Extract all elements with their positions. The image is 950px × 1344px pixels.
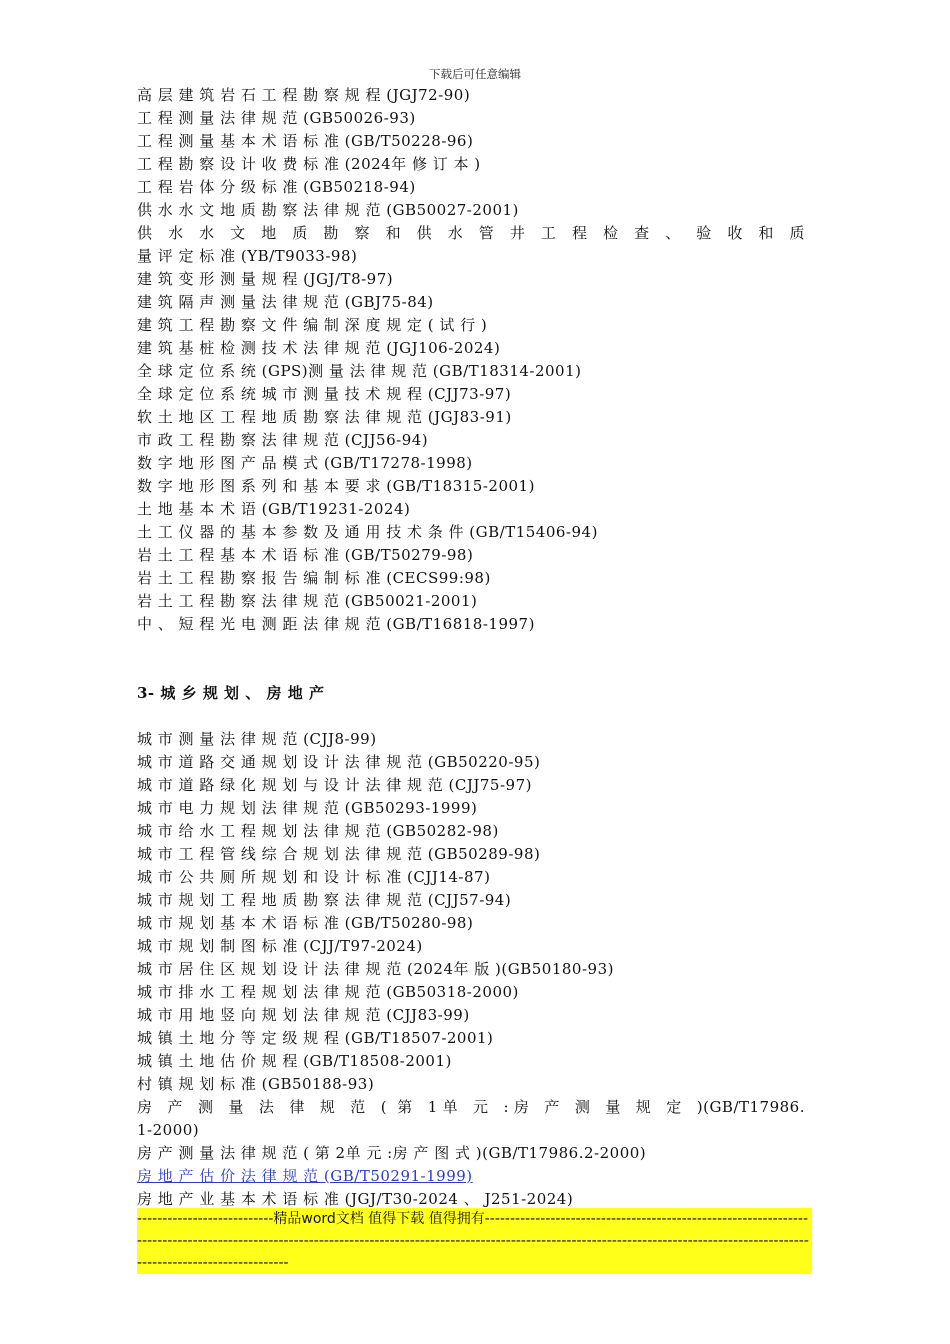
list-item: 城 镇 土 地 分 等 定 级 规 程 (GB/T18507-2001) xyxy=(137,1029,494,1047)
list-item: 建 筑 工 程 勘 察 文 件 编 制 深 度 规 定 ( 试 行 ) xyxy=(137,316,488,334)
list-item: 土 工 仪 器 的 基 本 参 数 及 通 用 技 术 条 件 (GB/T15406-94) xyxy=(137,523,598,541)
list-item-link[interactable] xyxy=(137,1165,805,1188)
list-item: 建 筑 基 桩 检 测 技 术 法 律 规 范 (JGJ106-2024) xyxy=(137,339,501,357)
list-item: 城 市 规 划 制 图 标 准 (CJJ/T97-2024) xyxy=(137,937,423,955)
list-item: 城 市 道 路 交 通 规 划 设 计 法 律 规 范 (GB50220-95) xyxy=(137,753,541,771)
list-item: 工 程 岩 体 分 级 标 准 (GB50218-94) xyxy=(137,178,416,196)
list-item: 城 市 工 程 管 线 综 合 规 划 法 律 规 范 (GB50289-98) xyxy=(137,845,541,863)
list-item: 村 镇 规 划 标 准 (GB50188-93) xyxy=(137,1075,375,1093)
standard-link[interactable]: 房 地 产 估 价 法 律 规 范 (GB/T50291-1999) xyxy=(137,1167,473,1185)
section-spacer xyxy=(137,705,805,728)
list-item: 城 市 居 住 区 规 划 设 计 法 律 规 范 (2024年 版 )(GB50180-93) xyxy=(137,960,614,978)
list-item: 岩 土 工 程 基 本 术 语 标 准 (GB/T50279-98) xyxy=(137,546,474,564)
list-item: 城 市 规 划 基 本 术 语 标 准 (GB/T50280-98) xyxy=(137,914,474,932)
list-item: 全 球 定 位 系 统 城 市 测 量 技 术 规 程 (CJJ73-97) xyxy=(137,385,512,403)
list-item: 城 市 用 地 竖 向 规 划 法 律 规 范 (CJJ83-99) xyxy=(137,1006,470,1024)
list-item: 数 字 地 形 图 系 列 和 基 本 要 求 (GB/T18315-2001) xyxy=(137,477,535,495)
list-item: 软 土 地 区 工 程 地 质 勘 察 法 律 规 范 (JGJ83-91) xyxy=(137,408,512,426)
list-item: 城 市 给 水 工 程 规 划 法 律 规 范 (GB50282-98) xyxy=(137,822,499,840)
list-item: 全 球 定 位 系 统 (GPS)测 量 法 律 规 范 (GB/T18314-2001) xyxy=(137,362,582,380)
section-heading: 3- 城 乡 规 划 、 房 地 产 xyxy=(137,684,325,702)
list-item: 土 地 基 本 术 语 (GB/T19231-2024) xyxy=(137,500,411,518)
list-item: 数 字 地 形 图 产 品 模 式 (GB/T17278-1998) xyxy=(137,454,473,472)
list-item: 建 筑 隔 声 测 量 法 律 规 范 (GBJ75-84) xyxy=(137,293,434,311)
list-item: 城 市 规 划 工 程 地 质 勘 察 法 律 规 范 (CJJ57-94) xyxy=(137,891,512,909)
list-item: 工 程 勘 察 设 计 收 费 标 准 (2024年 修 订 本 ) xyxy=(137,155,481,173)
list-item: 城 市 排 水 工 程 规 划 法 律 规 范 (GB50318-2000) xyxy=(137,983,519,1001)
list-item: 建 筑 变 形 测 量 规 程 (JGJ/T8-97) xyxy=(137,270,394,288)
list-item: 工 程 测 量 法 律 规 范 (GB50026-93) xyxy=(137,109,416,127)
list-item: 城 市 电 力 规 划 法 律 规 范 (GB50293-1999) xyxy=(137,799,478,817)
section-b-list xyxy=(137,728,805,1211)
list-item: 房 产 测 量 法 律 规 范 ( 第 2单 元 :房 产 图 式 )(GB/T17986.2-2000) xyxy=(137,1144,647,1162)
list-item: 市 政 工 程 勘 察 法 律 规 范 (CJJ56-94) xyxy=(137,431,429,449)
list-item: 工 程 测 量 基 本 术 语 标 准 (GB/T50228-96) xyxy=(137,132,474,150)
list-item: 供 水 水 文 地 质 勘 察 和 供 水 管 井 工 程 检 查 、 验 收 和 质 xyxy=(137,224,805,242)
list-item: 城 市 公 共 厕 所 规 划 和 设 计 标 准 (CJJ14-87) xyxy=(137,868,491,886)
list-item: 高 层 建 筑 岩 石 工 程 勘 察 规 程 (JGJ72-90) xyxy=(137,86,471,104)
page-header: 下载后可任意编辑 xyxy=(429,67,521,81)
list-item: 房 地 产 业 基 本 术 语 标 准 (JGJ/T30-2024 、 J251-2024) xyxy=(137,1190,574,1208)
promo-footer-banner: ---------------------------精品word文档 值得下载 值得拥有----------------------------------------------------------------------------------------------------------------------------------------------------------------------------------------------------------------------------------- xyxy=(137,1208,812,1274)
list-item: 城 镇 土 地 估 价 规 程 (GB/T18508-2001) xyxy=(137,1052,452,1070)
list-item: 量 评 定 标 准 (YB/T9033-98) xyxy=(137,247,358,265)
list-item: 中 、 短 程 光 电 测 距 法 律 规 范 (GB/T16818-1997) xyxy=(137,615,535,633)
list-item: 岩 土 工 程 勘 察 报 告 编 制 标 准 (CECS99:98) xyxy=(137,569,491,587)
list-item: 城 市 道 路 绿 化 规 划 与 设 计 法 律 规 范 (CJJ75-97) xyxy=(137,776,532,794)
list-item: 城 市 测 量 法 律 规 范 (CJJ8-99) xyxy=(137,730,377,748)
list-item: 供 水 水 文 地 质 勘 察 法 律 规 范 (GB50027-2001) xyxy=(137,201,519,219)
list-item: 房 产 测 量 法 律 规 范 ( 第 1单 元 :房 产 测 量 规 定 )(GB/T17986. xyxy=(137,1098,805,1116)
section-a-list xyxy=(137,84,805,636)
list-item: 1-2000) xyxy=(137,1121,200,1139)
list-item: 岩 土 工 程 勘 察 法 律 规 范 (GB50021-2001) xyxy=(137,592,478,610)
section-spacer xyxy=(137,636,805,682)
document-body xyxy=(137,84,805,1211)
